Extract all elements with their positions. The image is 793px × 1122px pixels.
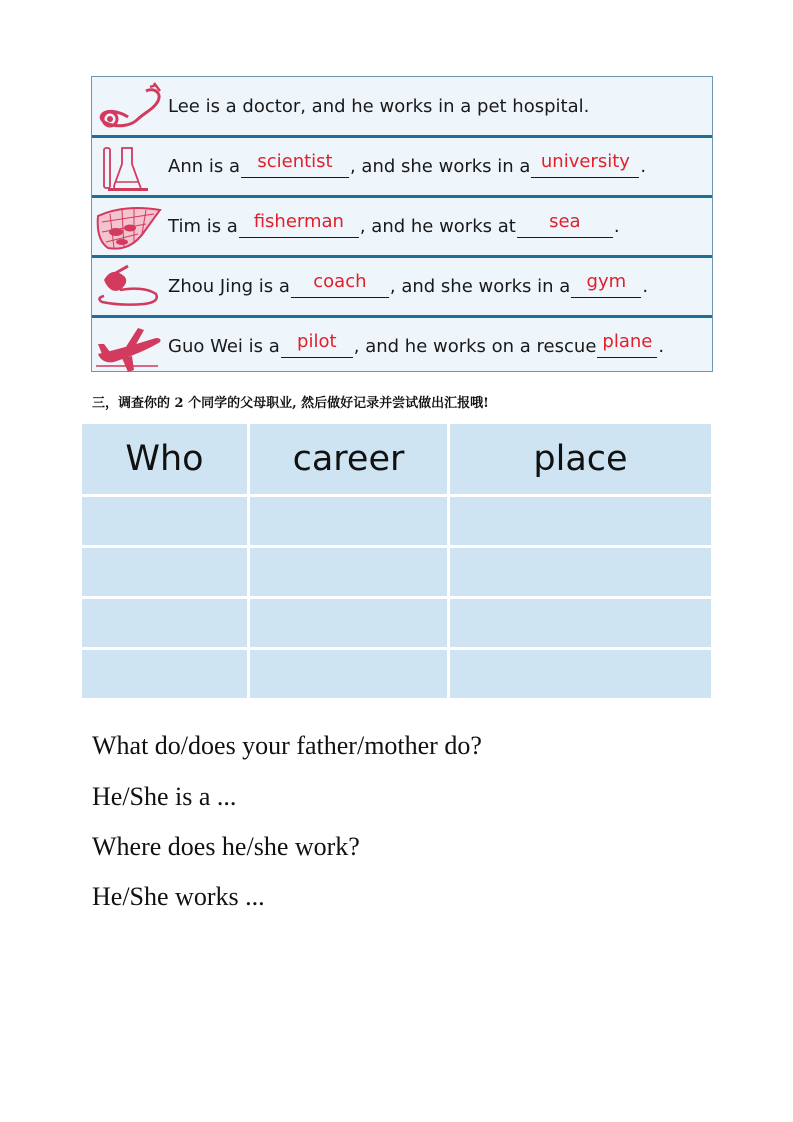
answer-text: plane — [602, 331, 653, 352]
sentence-text: Ann is a — [168, 155, 240, 177]
table-cell[interactable] — [450, 599, 711, 647]
dialogue-line: Where does he/she work? — [92, 832, 360, 861]
table-cell[interactable] — [250, 599, 447, 647]
sentence-text: . — [613, 215, 620, 237]
sentence-text: Tim is a — [168, 215, 238, 237]
exercise-row — [92, 195, 712, 254]
sentence-5 — [168, 318, 664, 374]
exercise-row — [92, 255, 712, 314]
answer-blank[interactable] — [241, 151, 349, 178]
answer-text: university — [540, 151, 630, 172]
exercise-row — [92, 77, 712, 136]
sentence-text: . — [640, 155, 647, 177]
answer-text: gym — [586, 271, 627, 292]
sentence-text: Guo Wei is a — [168, 335, 280, 357]
sentence-text: . — [642, 275, 649, 297]
sentence-2 — [168, 138, 646, 194]
answer-blank[interactable] — [291, 271, 389, 298]
sentence-text: , and he works on a rescue — [353, 335, 597, 357]
answer-blank[interactable] — [571, 271, 641, 298]
whistle-icon — [94, 262, 164, 314]
table-cell[interactable] — [250, 497, 447, 545]
survey-table — [82, 424, 711, 698]
lab-flask-icon — [94, 142, 164, 194]
table-cell[interactable] — [82, 650, 247, 698]
table-cell[interactable] — [250, 650, 447, 698]
exercise-row — [92, 135, 712, 194]
answer-text: coach — [313, 271, 367, 292]
sentence-text: . — [658, 335, 665, 357]
sentence-1 — [168, 77, 589, 136]
answer-blank[interactable] — [239, 211, 359, 238]
sentence-4 — [168, 258, 648, 314]
answer-text: fisherman — [253, 211, 344, 232]
header-who: Who — [82, 424, 247, 494]
answer-blank[interactable] — [531, 151, 639, 178]
answer-blank[interactable] — [281, 331, 353, 358]
fishing-net-icon — [94, 202, 164, 254]
answer-blank[interactable] — [517, 211, 613, 238]
exercise-box — [91, 76, 713, 372]
stethoscope-icon — [94, 81, 164, 133]
header-career: career — [250, 424, 447, 494]
table-cell[interactable] — [450, 650, 711, 698]
dialogue-line: He/She works ... — [92, 882, 265, 911]
table-cell[interactable] — [82, 599, 247, 647]
sentence-text: , and she works in a — [349, 155, 531, 177]
dialogue-line: He/She is a ... — [92, 782, 237, 811]
answer-text: pilot — [297, 331, 337, 352]
sentence-text: Zhou Jing is a — [168, 275, 290, 297]
table-cell[interactable] — [250, 548, 447, 596]
sentence-text: Lee is a doctor, and he works in a pet hospital. — [168, 96, 590, 117]
table-cell[interactable] — [450, 497, 711, 545]
table-cell[interactable] — [82, 548, 247, 596]
table-cell[interactable] — [450, 548, 711, 596]
header-place: place — [450, 424, 711, 494]
sentence-text: , and he works at — [359, 215, 516, 237]
table-cell[interactable] — [82, 497, 247, 545]
dialogue-line: What do/does your father/mother do? — [92, 731, 482, 760]
answer-text: scientist — [257, 151, 333, 172]
sentence-3 — [168, 198, 620, 254]
section-title: 三，调查你的 2 个同学的父母职业, 然后做好记录并尝试做出汇报哦! — [92, 396, 489, 411]
answer-blank[interactable] — [597, 331, 657, 358]
answer-text: sea — [549, 211, 581, 232]
exercise-row — [92, 315, 712, 374]
airplane-icon — [94, 322, 164, 374]
sentence-text: , and she works in a — [389, 275, 571, 297]
